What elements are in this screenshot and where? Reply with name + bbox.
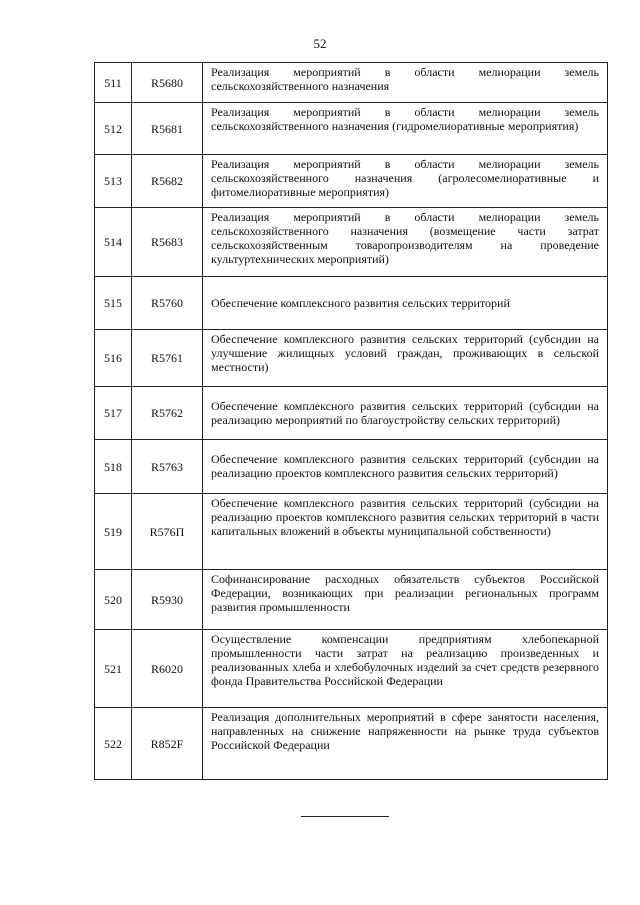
row-code: R5763 [132, 440, 203, 494]
row-description: Обеспечение комплексного развития сельских территорий (субсидии на реализацию проектов комплексного развития сельских территорий в части капитальных вложений в объекты муниципальной собственности) [203, 494, 608, 570]
row-code: R5761 [132, 330, 203, 387]
footer-divider [301, 816, 389, 817]
row-number: 520 [95, 570, 132, 630]
table-row [95, 570, 608, 630]
row-description: Обеспечение комплексного развития сельских территорий (субсидии на реализацию мероприятий по благоустройству сельских территорий) [203, 387, 608, 440]
row-code: R5683 [132, 208, 203, 277]
row-description: Обеспечение комплексного развития сельских территорий [203, 277, 608, 330]
row-number: 512 [95, 103, 132, 155]
row-description: Софинансирование расходных обязательств субъектов Российской Федерации, возникающих при реализации региональных программ развития промышленности [203, 570, 608, 630]
budget-codes-table [94, 62, 608, 780]
row-code: R5930 [132, 570, 203, 630]
table-row [95, 630, 608, 708]
row-number: 515 [95, 277, 132, 330]
table-row [95, 330, 608, 387]
page-number: 52 [313, 36, 327, 51]
row-number: 522 [95, 708, 132, 780]
table-row [95, 155, 608, 208]
row-description: Реализация мероприятий в области мелиорации земель сельскохозяйственного назначения (гидромелиоративные мероприятия) [203, 103, 608, 155]
row-description: Осуществление компенсации предприятиям хлебопекарной промышленности части затрат на реализацию произведенных и реализованных хлеба и хлебобулочных изделий за счет средств резервного фонда Правительства Российской Федерации [203, 630, 608, 708]
row-code: R5682 [132, 155, 203, 208]
row-number: 514 [95, 208, 132, 277]
row-description: Реализация мероприятий в области мелиорации земель сельскохозяйственного назначения (агролесомелиоративные и фитомелиоративные мероприятия) [203, 155, 608, 208]
row-code: R5760 [132, 277, 203, 330]
row-code: R852F [132, 708, 203, 780]
table-row [95, 494, 608, 570]
row-code: R576П [132, 494, 203, 570]
row-description: Обеспечение комплексного развития сельских территорий (субсидии на улучшение жилищных условий граждан, проживающих в сельской местности) [203, 330, 608, 387]
row-number: 518 [95, 440, 132, 494]
table-row [95, 440, 608, 494]
table-row [95, 277, 608, 330]
row-code: R5762 [132, 387, 203, 440]
table-row [95, 708, 608, 780]
row-code: R5681 [132, 103, 203, 155]
row-description: Реализация мероприятий в области мелиорации земель сельскохозяйственного назначения [203, 63, 608, 103]
row-number: 513 [95, 155, 132, 208]
row-number: 521 [95, 630, 132, 708]
row-number: 511 [95, 63, 132, 103]
row-number: 517 [95, 387, 132, 440]
table-row [95, 103, 608, 155]
table-row [95, 208, 608, 277]
row-code: R6020 [132, 630, 203, 708]
row-code: R5680 [132, 63, 203, 103]
row-number: 516 [95, 330, 132, 387]
row-description: Реализация дополнительных мероприятий в сфере занятости населения, направленных на снижение напряженности на рынке труда субъектов Российской Федерации [203, 708, 608, 780]
row-number: 519 [95, 494, 132, 570]
row-description: Реализация мероприятий в области мелиорации земель сельскохозяйственного назначения (возмещение части затрат сельскохозяйственным товаропроизводителям на проведение культуртехнических мероприятий) [203, 208, 608, 277]
table-row [95, 63, 608, 103]
row-description: Обеспечение комплексного развития сельских территорий (субсидии на реализацию проектов комплексного развития сельских территорий) [203, 440, 608, 494]
table-row [95, 387, 608, 440]
